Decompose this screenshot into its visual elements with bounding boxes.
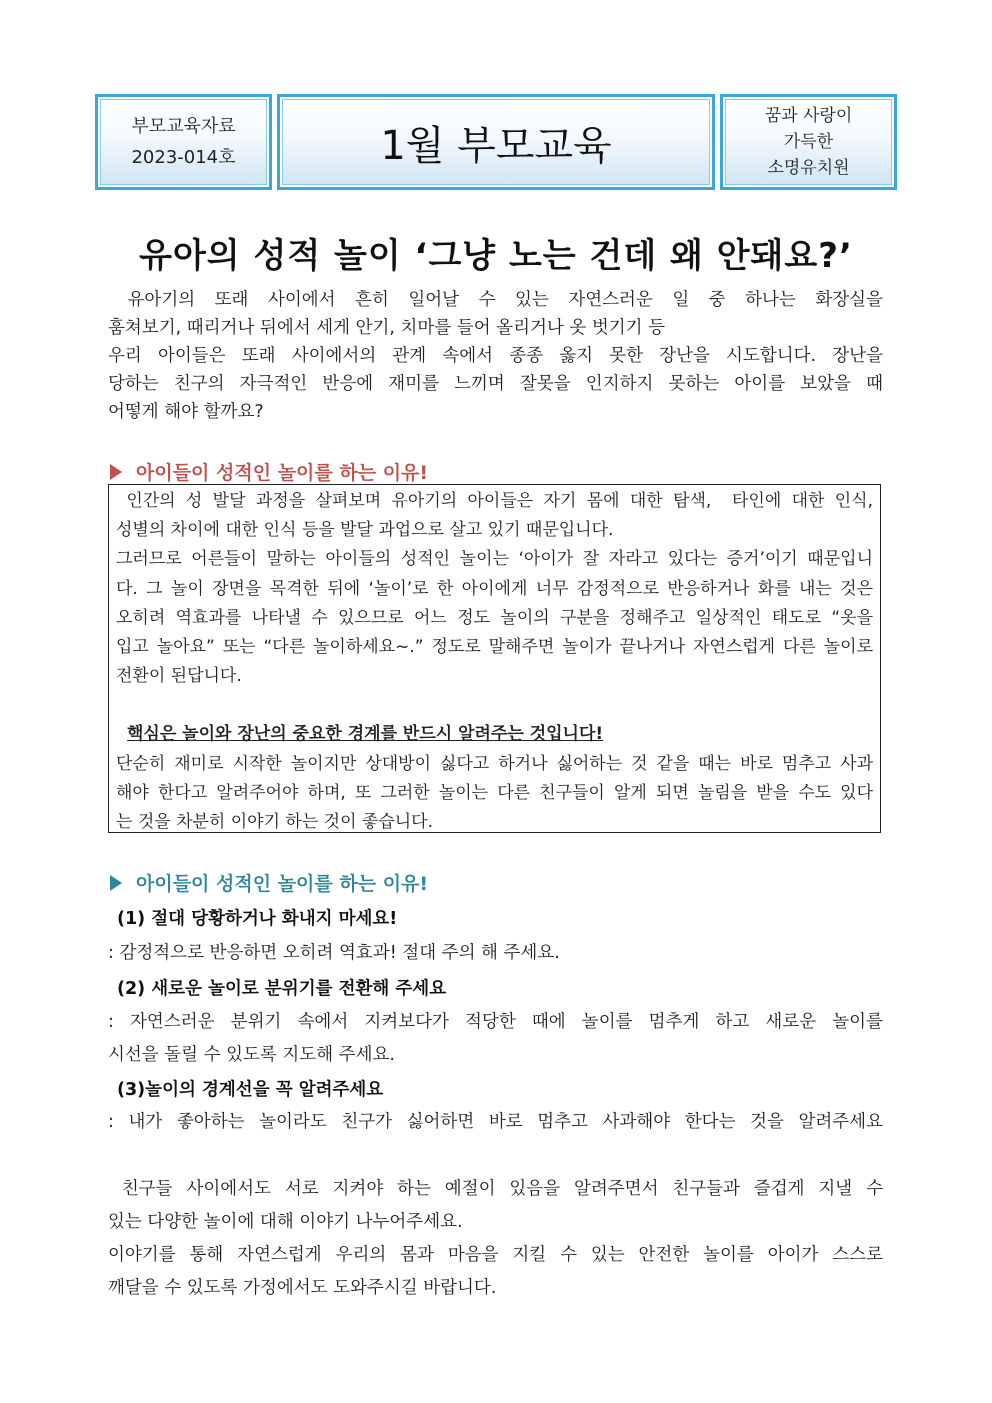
intro-line: 어떻게 해야 할까요? <box>108 402 264 422</box>
closing-line: 있는 다양한 놀이에 대해 이야기 나누어주세요. <box>108 1212 463 1232</box>
school-slogan-line2: 가득한 <box>783 132 834 152</box>
closing-paragraph <box>108 1173 883 1305</box>
box-line: 오히려 역효과를 나타낼 수 있으므로 어느 정도 놀이의 구분을 정해주고 일상적인 태도로 “옷을 <box>116 607 873 628</box>
intro-line: 우리 아이들은 또래 사이에서의 관계 속에서 종종 옳지 못한 장난을 시도합니다. 장난을 <box>108 346 883 366</box>
closing-line: 친구들 사이에서도 서로 지켜야 하는 예절이 있음을 알려주면서 친구들과 즐겁게 지낼 수 <box>108 1179 883 1199</box>
box-line: 해야 한다고 알려주어야 하며, 또 그러한 놀이는 다른 친구들이 알게 되면 놀림을 받을 수도 있다 <box>116 782 873 803</box>
intro-line: 유아기의 또래 사이에서 흔히 일어날 수 있는 자연스러운 일 중 하나는 화장실을 <box>108 290 883 310</box>
box-line: 인간의 성 발달 과정을 살펴보며 유아기의 아이들은 자기 몸에 대한 탐색, 타인에 대한 인식, <box>116 491 873 511</box>
section1-heading-text: 아이들이 성적인 놀이를 하는 이유! <box>136 462 429 484</box>
blank-line <box>116 691 873 720</box>
box-line: 입고 놀아요” 또는 “다른 놀이하세요~.” 정도로 말해주면 놀이가 끝나거나 자연스럽게 다른 놀이로 <box>116 637 873 658</box>
closing-line: 깨달을 수 있도록 가정에서도 도와주시길 바랍니다. <box>108 1278 497 1298</box>
tip-desc-line: : 감정적으로 반응하면 오히려 역효과! 절대 주의 해 주세요. <box>108 943 560 963</box>
school-name-box <box>720 94 897 190</box>
tip-desc-line: : 내가 좋아하는 놀이라도 친구가 싫어하면 바로 멈추고 사과해야 한다는 것을 알려주세요 <box>108 1112 883 1132</box>
key-point: 핵심은 놀이와 장난의 중요한 경계를 반드시 알려주는 것입니다! <box>127 724 604 745</box>
school-name: 소명유치원 <box>767 158 850 178</box>
section2-heading <box>110 869 428 896</box>
triangle-bullet-icon <box>110 875 122 891</box>
doc-number: 2023-014호 <box>131 147 236 168</box>
tip-description <box>108 937 883 970</box>
school-slogan-line1: 꿈과 사랑이 <box>764 106 853 126</box>
intro-line: 훔쳐보기, 때리거나 뒤에서 세게 안기, 치마를 들어 올리거나 옷 벗기기 등 <box>108 318 665 338</box>
tip-description <box>108 1006 883 1072</box>
header-title-box <box>277 94 715 190</box>
box-line: 단순히 재미로 시작한 놀이지만 상대방이 싫다고 하거나 싫어하는 것 같을 때는 바로 멈추고 사과 <box>116 753 873 774</box>
page-title: 유아의 성적 놀이 ‘그냥 노는 건데 왜 안돼요?’ <box>139 236 853 276</box>
closing-line: 이야기를 통해 자연스럽게 우리의 몸과 마음을 지킬 수 있는 안전한 놀이를 아이가 스스로 <box>108 1245 883 1265</box>
tip-desc-line: 시선을 돌릴 수 있도록 지도해 주세요. <box>108 1045 395 1065</box>
intro-paragraph <box>108 286 883 426</box>
section1-box <box>108 484 881 833</box>
tip-title: (3)놀이의 경계선을 꼭 알려주세요 <box>117 1080 384 1100</box>
header-title: 1월 부모교육 <box>380 122 612 169</box>
section1-heading <box>110 458 428 485</box>
doc-number-box <box>95 94 272 190</box>
tip-title: (2) 새로운 놀이로 분위기를 전환해 주세요 <box>117 979 447 999</box>
box-line: 성별의 차이에 대한 인식 등을 발달 과업으로 살고 있기 때문입니다. <box>116 520 614 541</box>
box-line: 다. 그 놀이 장면을 목격한 뒤에 ‘놀이’로 한 아이에게 너무 감정적으로 반응하거나 화를 내는 것은 <box>116 578 873 599</box>
doc-type-label: 부모교육자료 <box>131 116 236 137</box>
tip-desc-line: : 자연스러운 분위기 속에서 지켜보다가 적당한 때에 놀이를 멈추게 하고 새로운 놀이를 <box>108 1012 883 1032</box>
tip-description <box>108 1106 883 1139</box>
box-line: 는 것을 차분히 이야기 하는 것이 좋습니다. <box>116 812 434 833</box>
intro-line: 당하는 친구의 자극적인 반응에 재미를 느끼며 잘못을 인지하지 못하는 아이를 보았을 때 <box>108 374 883 394</box>
triangle-bullet-icon <box>110 464 122 480</box>
section2-heading-text: 아이들이 성적인 놀이를 하는 이유! <box>136 873 429 895</box>
box-line: 전환이 된답니다. <box>116 666 242 687</box>
tip-title: (1) 절대 당황하거나 화내지 마세요! <box>117 909 398 929</box>
box-line: 그러므로 어른들이 말하는 아이들의 성적인 놀이는 ‘아이가 잘 자라고 있다는 증거’이기 때문입니 <box>116 549 873 570</box>
